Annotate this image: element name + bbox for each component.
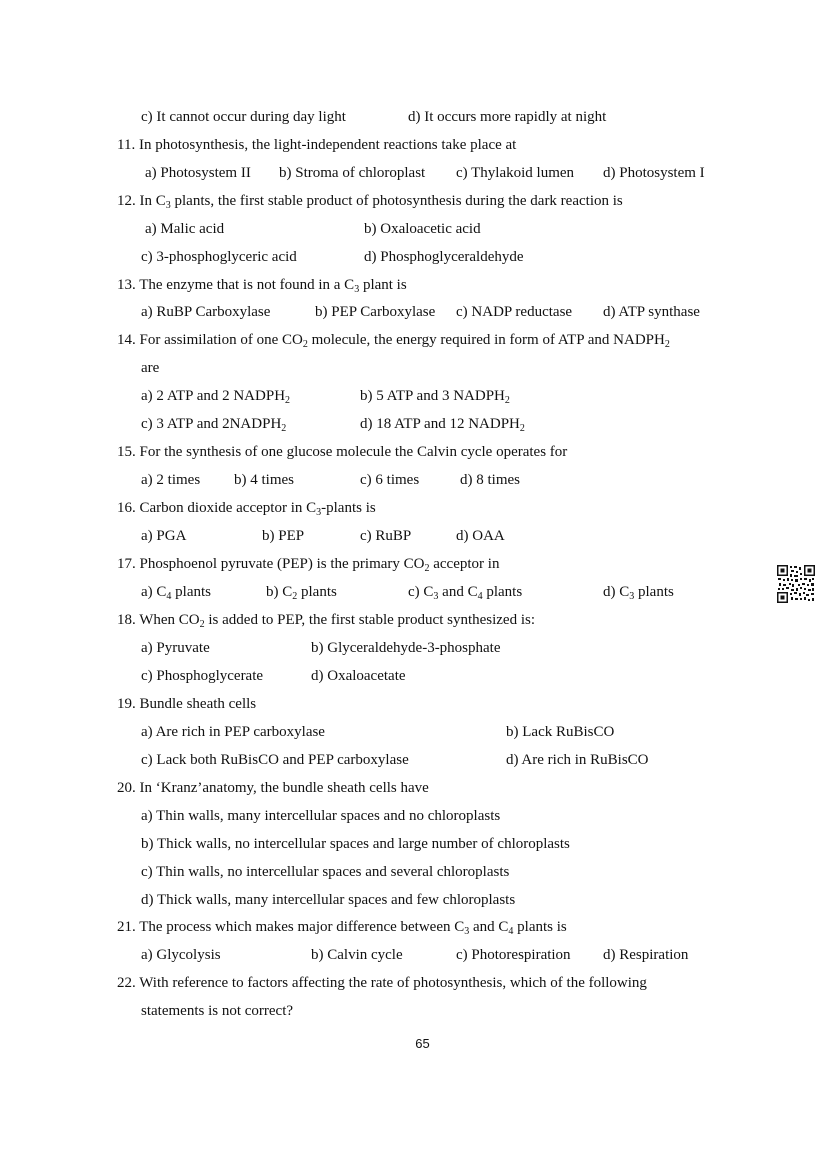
q21-stem: 21. The process which makes major difference between $C_3$ and $C_4$ plants is bbox=[117, 919, 567, 937]
q16-option-b: b) PEP bbox=[262, 528, 305, 544]
q12-stem: 12. In $C_3$ plants, the first stable product of photosynthesis during the dark reaction is bbox=[117, 193, 623, 211]
q17-option-c: c) $C_3$ and $C_4$ plants bbox=[408, 584, 523, 602]
q11-stem: 11. In photosynthesis, the light-independent reactions take place at bbox=[117, 137, 517, 153]
q20-stem: 20. In ‘Kranz’anatomy, the bundle sheath cells have bbox=[117, 780, 429, 796]
q12-option-a: a) Malic acid bbox=[145, 221, 225, 237]
q13-stem: 13. The enzyme that is not found in a $C_3$ plant is bbox=[117, 277, 407, 295]
q14-option-d: d) 18 ATP and 12 $NADPH_2$ bbox=[360, 416, 525, 434]
q20-option-a: a) Thin walls, many intercellular spaces and no chloroplasts bbox=[141, 808, 501, 824]
q10-option-d: d) It occurs more rapidly at night bbox=[408, 109, 607, 125]
q19-option-d: d) Are rich in RuBisCO bbox=[506, 752, 649, 768]
q11-option-d: d) Photosystem I bbox=[603, 165, 705, 181]
q14-option-b: b) 5 ATP and 3 $NADPH_2$ bbox=[360, 388, 510, 406]
q16-option-d: d) OAA bbox=[456, 528, 505, 544]
q12-option-c: c) 3-phosphoglyceric acid bbox=[141, 249, 297, 265]
q17-option-a: a) $C_4$ plants bbox=[141, 584, 212, 602]
q15-option-a: a) 2 times bbox=[141, 472, 201, 488]
q15-option-b: b) 4 times bbox=[234, 472, 294, 488]
q20-option-d: d) Thick walls, many intercellular spaces and few chloroplasts bbox=[141, 892, 516, 908]
q19-option-b: b) Lack RuBisCO bbox=[506, 724, 615, 740]
q14-option-c: c) 3 ATP and $2NADPH_2$ bbox=[141, 416, 287, 434]
q16-option-c: c) RuBP bbox=[360, 528, 412, 544]
q15-option-d: d) 8 times bbox=[460, 472, 520, 488]
q19-option-a: a) Are rich in PEP carboxylase bbox=[141, 724, 325, 740]
q17-option-b: b) $C_2$ plants bbox=[266, 584, 337, 602]
q18-option-d: d) Oxaloacetate bbox=[311, 668, 406, 684]
q18-option-a: a) Pyruvate bbox=[141, 640, 210, 656]
q22-stem: 22. With reference to factors affecting the rate of photosynthesis, which of the following bbox=[117, 975, 647, 991]
q13-option-b: b) PEP Carboxylase bbox=[315, 304, 436, 320]
q13-option-d: d) ATP synthase bbox=[603, 304, 700, 320]
q16-option-a: a) PGA bbox=[141, 528, 187, 544]
q19-option-c: c) Lack both RuBisCO and PEP carboxylase bbox=[141, 752, 409, 768]
q16-stem: 16. Carbon dioxide acceptor in $C_3$-plants is bbox=[117, 500, 376, 518]
page-number: 65 bbox=[415, 1036, 430, 1051]
q19-stem: 19. Bundle sheath cells bbox=[117, 696, 257, 712]
q17-stem: 17. Phosphoenol pyruvate (PEP) is the primary $CO_2$ acceptor in bbox=[117, 556, 500, 574]
q13-option-a: a) RuBP Carboxylase bbox=[141, 304, 271, 320]
q21-option-a: a) Glycolysis bbox=[141, 947, 221, 963]
q14-option-a: a) 2 ATP and 2 $NADPH_2$ bbox=[141, 388, 291, 406]
q11-option-c: c) Thylakoid lumen bbox=[456, 165, 575, 181]
q18-option-b: b) Glyceraldehyde-3-phosphate bbox=[311, 640, 501, 656]
q17-option-d: d) $C_3$ plants bbox=[603, 584, 674, 602]
q22-stem-continued: statements is not correct? bbox=[141, 1003, 294, 1019]
q15-option-c: c) 6 times bbox=[360, 472, 420, 488]
q20-option-c: c) Thin walls, no intercellular spaces and several chloroplasts bbox=[141, 864, 510, 880]
q21-option-d: d) Respiration bbox=[603, 947, 689, 963]
q21-option-c: c) Photorespiration bbox=[456, 947, 571, 963]
q18-option-c: c) Phosphoglycerate bbox=[141, 668, 264, 684]
q14-stem-continued: are bbox=[141, 360, 160, 376]
q20-option-b: b) Thick walls, no intercellular spaces and large number of chloroplasts bbox=[141, 836, 570, 852]
q10-option-c: c) It cannot occur during day light bbox=[141, 109, 346, 125]
q13-option-c: c) NADP reductase bbox=[456, 304, 573, 320]
q11-option-b: b) Stroma of chloroplast bbox=[279, 165, 426, 181]
q11-option-a: a) Photosystem II bbox=[145, 165, 251, 181]
q15-stem: 15. For the synthesis of one glucose molecule the Calvin cycle operates for bbox=[117, 444, 568, 460]
q21-option-b: b) Calvin cycle bbox=[311, 947, 403, 963]
qr-code-icon bbox=[777, 565, 815, 603]
q12-option-d: d) Phosphoglyceraldehyde bbox=[364, 249, 524, 265]
q18-stem: 18. When $CO_2$ is added to PEP, the first stable product synthesized is: bbox=[117, 612, 536, 630]
q14-stem: 14. For assimilation of one $CO_2$ molecule, the energy required in form of ATP and $NADPH_2$ bbox=[117, 332, 670, 350]
q12-option-b: b) Oxaloacetic acid bbox=[364, 221, 481, 237]
